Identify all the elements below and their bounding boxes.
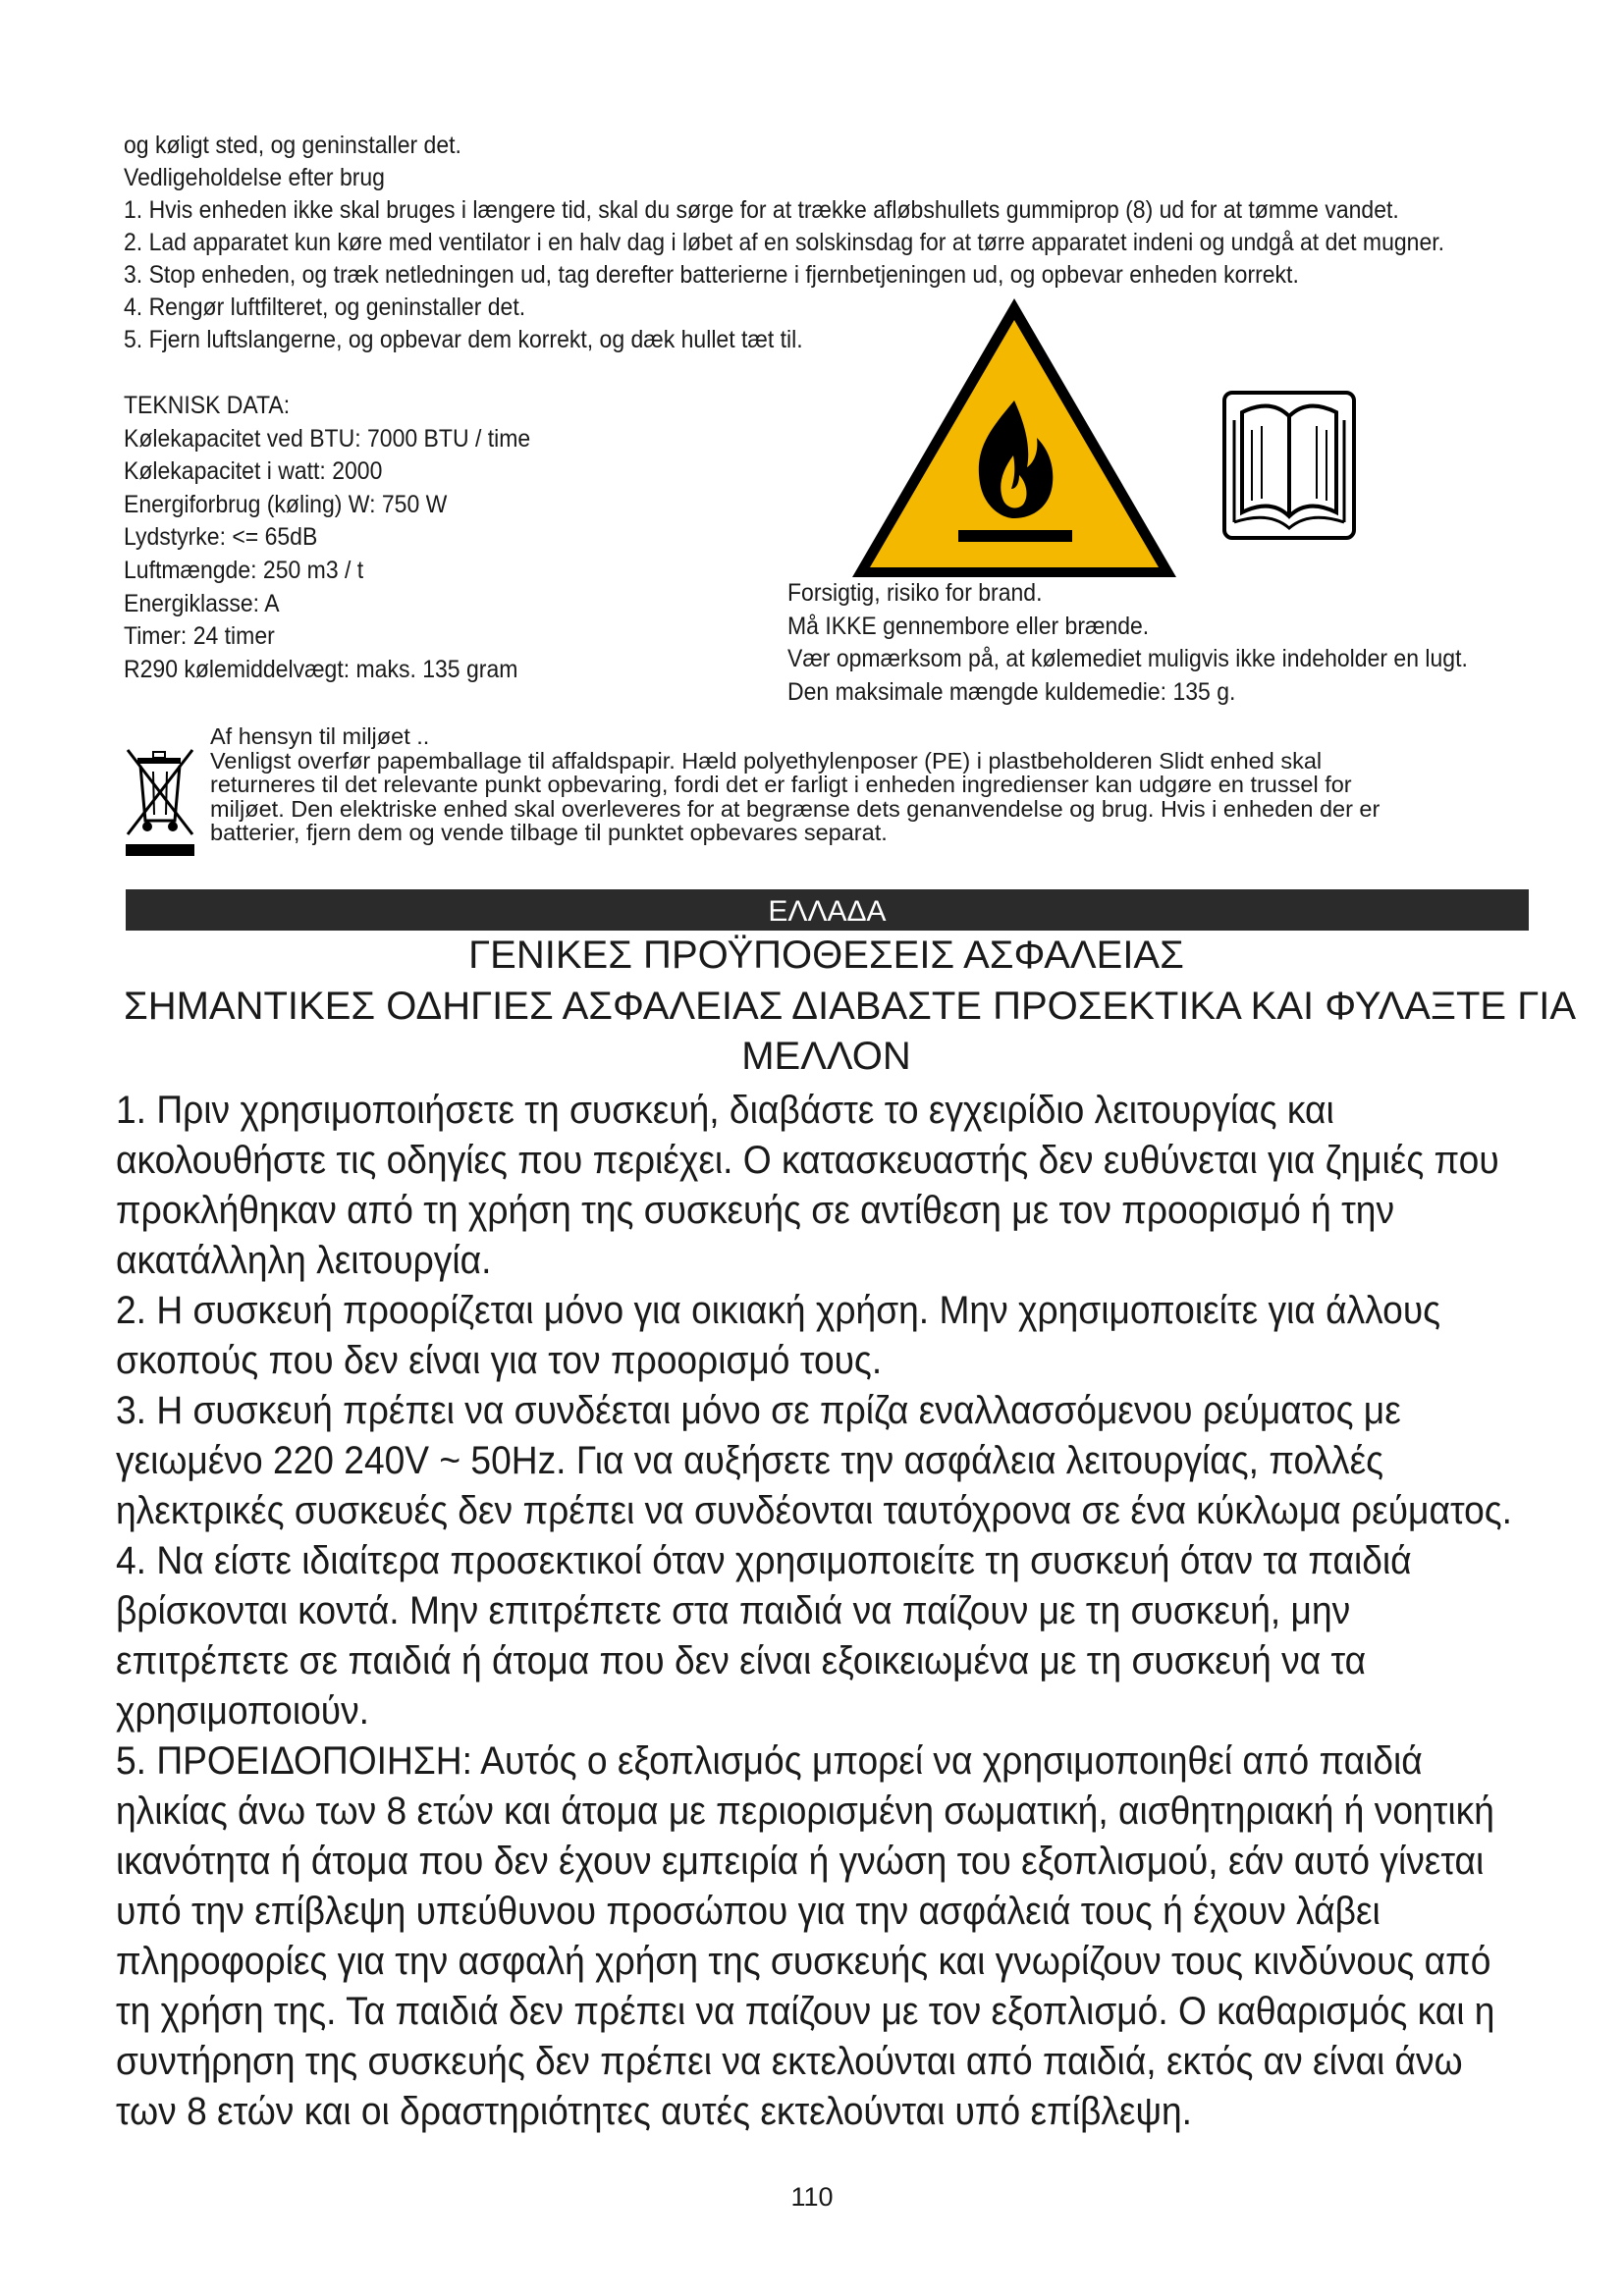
body-line: ακολουθήστε τις οδηγίες που περιέχει. Ο κατασκευαστής δεν ευθύνεται για ζημιές που: [116, 1139, 1499, 1182]
tech-line: Kølekapacitet ved BTU: 7000 BTU / time: [124, 424, 531, 453]
body-line: χρησιμοποιούν.: [116, 1689, 369, 1733]
env-line: batterier, fjern dem og vende tilbage til punktet opbevares separat.: [210, 820, 888, 845]
text-line: 2. Lad apparatet kun køre med ventilator i en halv dag i løbet af en solskinsdag for at tørre apparatet indeni og undgå at det mugner.: [124, 229, 1445, 256]
body-line: 4. Να είστε ιδιαίτερα προσεκτικοί όταν χρησιμοποιείτε τη συσκευή όταν τα παιδιά: [116, 1539, 1412, 1582]
page-subtitle: ΣΗΜΑΝΤΙΚΕΣ ΟΔΗΓΙΕΣ ΑΣΦΑΛΕΙΑΣ ΔΙΑΒΑΣΤΕ ΠΡΟΣΕΚΤΙΚΑ ΚΑΙ ΦΥΛΑΞΤΕ ΓΙΑ: [124, 984, 1577, 1028]
tech-line: Kølekapacitet i watt: 2000: [124, 457, 383, 486]
section-language-bar: ΕΛΛΑΔΑ: [126, 889, 1529, 931]
text-line: 3. Stop enheden, og træk netledningen ud, tag derefter batterierne i fjernbetjeningen ud, og opbevar enheden korrekt.: [124, 261, 1299, 289]
body-line: των 8 ετών και οι δραστηριότητες αυτές εκτελούνται υπό επίβλεψη.: [116, 2090, 1192, 2133]
body-line: ηλικίας άνω των 8 ετών και άτομα με περιορισμένη σωματική, αισθητηριακή ή νοητική: [116, 1789, 1494, 1833]
technical-data: [124, 390, 530, 686]
body-line: υπό την επίβλεψη υπεύθυνου προσώπου για την ασφάλειά τους ή έχουν λάβει: [116, 1890, 1380, 1933]
page-number: 110: [790, 2182, 834, 2212]
body-line: 1. Πριν χρησιμοποιήσετε τη συσκευή, διαβάστε το εγχειρίδιο λειτουργίας και: [116, 1089, 1334, 1132]
text-line: 1. Hvis enheden ikke skal bruges i længere tid, skal du sørge for at trække afløbshullets gummiprop (8) ud for at tømme vandet.: [124, 196, 1399, 224]
tech-line: Lydstyrke: <= 65dB: [124, 523, 318, 552]
env-line: miljøet. Den elektriske enhed skal overleveres for at begrænse dets genanvendelse og brug. Hvis i enheden der er: [210, 795, 1380, 822]
text-line: Vedligeholdelse efter brug: [124, 164, 385, 191]
body-line: 2. Η συσκευή προορίζεται μόνο για οικιακή χρήση. Μην χρησιμοποιείτε για άλλους: [116, 1289, 1441, 1332]
body-line: 5. ΠΡΟΕΙΔΟΠΟΙΗΣΗ: Αυτός ο εξοπλισμός μπορεί να χρησιμοποιηθεί από παιδιά: [116, 1739, 1423, 1783]
maintenance-section: [124, 130, 1444, 356]
warning-line: Vær opmærksom på, at kølemediet muligvis ikke indeholder en lugt.: [787, 645, 1468, 672]
greek-safety-text: [116, 1086, 1619, 2137]
warning-line: Den maksimale mængde kuldemedie: 135 g.: [787, 677, 1236, 706]
body-line: σκοπούς που δεν είναι για τον προορισμό τους.: [116, 1339, 883, 1382]
environment-notice: [210, 724, 1380, 845]
env-line: Venligst overfør papemballage til affaldspapir. Hæld polyethylenposer (PE) i plastbeholderen Slidt enhed skal: [210, 747, 1323, 774]
body-line: γειωμένο 220 240V ~ 50Hz. Για να αυξήσετε την ασφάλεια λειτουργίας, πολλές: [116, 1439, 1384, 1482]
body-line: ηλεκτρικές συσκευές δεν πρέπει να συνδέονται ταυτόχρονα σε ένα κύκλωμα ρεύματος.: [116, 1489, 1513, 1532]
body-line: προκλήθηκαν από τη χρήση της συσκευής σε αντίθεση με τον προορισμό ή την: [116, 1189, 1395, 1232]
page-title: ΓΕΝΙΚΕΣ ΠΡΟΫΠΟΘΕΣΕΙΣ ΑΣΦΑΛΕΙΑΣ: [468, 934, 1184, 977]
fire-warning-text: [787, 577, 1468, 709]
env-line: returneres til det relevante punkt opbevaring, fordi det er farligt i enheden ingredienser kan udgøre en trussel for: [210, 772, 1352, 797]
warning-line: Forsigtig, risiko for brand.: [787, 579, 1043, 607]
body-line: πληροφορίες για την ασφαλή χρήση της συσκευής και γνωρίζουν τους κινδύνους από: [116, 1940, 1491, 1983]
text-line: 5. Fjern luftslangerne, og opbevar dem korrekt, og dæk hullet tæt til.: [124, 326, 803, 353]
body-line: ικανότητα ή άτομα που δεν έχουν εμπειρία ή γνώση του εξοπλισμού, εάν αυτό γίνεται: [116, 1840, 1485, 1883]
safety-headings: [124, 931, 1577, 1083]
text-line: 4. Rengør luftfilteret, og geninstaller det.: [124, 294, 526, 321]
body-line: τη χρήση της. Τα παιδιά δεν πρέπει να παίζουν με τον εξοπλισμό. Ο καθαρισμός και η: [116, 1990, 1495, 2033]
tech-line: Energiklasse: A: [124, 589, 280, 617]
text-line: og køligt sted, og geninstaller det.: [124, 132, 461, 159]
flammable-warning-icon: [844, 291, 1184, 585]
tech-line: Energiforbrug (køling) W: 750 W: [124, 490, 448, 518]
body-line: επιτρέπετε σε παιδιά ή άτομα που δεν είναι εξοικειωμένα με τη συσκευή να τα: [116, 1639, 1367, 1682]
tech-line: R290 kølemiddelvægt: maks. 135 gram: [124, 655, 518, 683]
crossed-bin-icon: [124, 744, 196, 860]
warning-line: Må IKKE gennembore eller brænde.: [787, 612, 1150, 640]
tech-line: Timer: 24 timer: [124, 622, 275, 651]
read-manual-icon: [1222, 391, 1356, 540]
tech-heading: TEKNISK DATA:: [124, 392, 291, 419]
tech-line: Luftmængde: 250 m3 / t: [124, 556, 364, 584]
body-line: 3. Η συσκευή πρέπει να συνδέεται μόνο σε πρίζα εναλλασσόμενου ρεύματος με: [116, 1389, 1401, 1432]
body-line: βρίσκονται κοντά. Μην επιτρέπετε στα παιδιά να παίζουν με τη συσκευή, μην: [116, 1589, 1351, 1632]
body-line: ακατάλληλη λειτουργία.: [116, 1239, 492, 1282]
body-line: συντήρηση της συσκευής δεν πρέπει να εκτελούνται από παιδιά, εκτός αν είναι άνω: [116, 2040, 1463, 2083]
env-line: Af hensyn til miljøet ..: [210, 723, 430, 749]
page-subtitle: ΜΕΛΛΟΝ: [741, 1035, 911, 1078]
